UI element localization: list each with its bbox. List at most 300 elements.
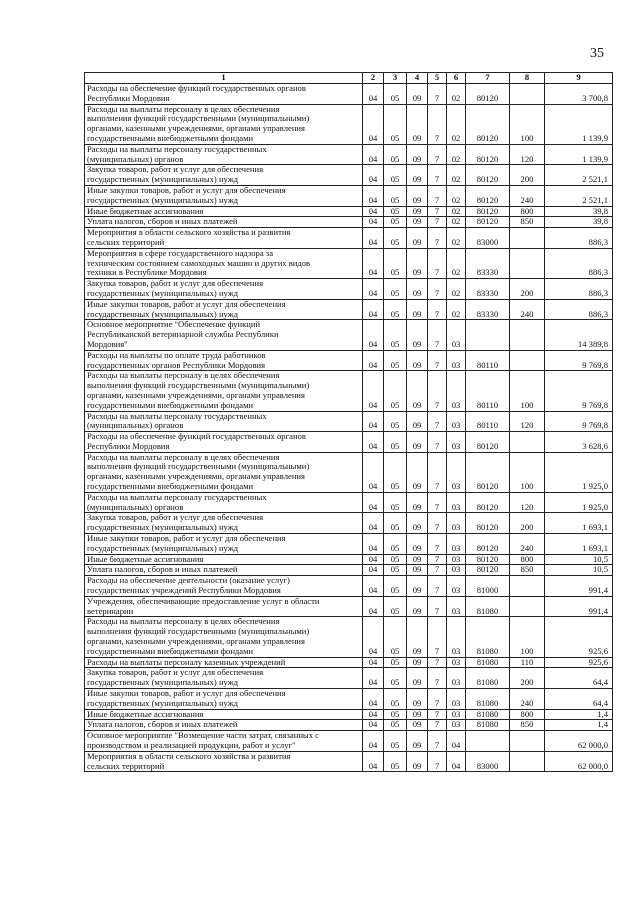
- code-cell: 03: [447, 576, 466, 597]
- code-cell: 05: [384, 144, 407, 165]
- code-cell: 03: [447, 432, 466, 453]
- code-cell: 850: [510, 565, 545, 576]
- amount-cell: 9 769,8: [545, 371, 613, 411]
- amount-cell: 62 000,0: [545, 731, 613, 752]
- code-cell: 7: [428, 217, 447, 228]
- code-cell: 80120: [466, 84, 510, 105]
- row-name-cell: Расходы на обеспечение функций государственных органов Республики Мордовия: [85, 84, 363, 105]
- code-cell: 200: [510, 279, 545, 300]
- row-name-cell: Уплата налогов, сборов и иных платежей: [85, 565, 363, 576]
- code-cell: 7: [428, 617, 447, 657]
- code-cell: 09: [407, 668, 428, 689]
- code-cell: 04: [363, 657, 384, 668]
- code-cell: 03: [447, 565, 466, 576]
- code-cell: 80120: [466, 565, 510, 576]
- code-cell: 09: [407, 657, 428, 668]
- code-cell: [510, 751, 545, 772]
- table-body: [85, 84, 613, 772]
- code-cell: 80120: [466, 104, 510, 144]
- code-cell: 09: [407, 299, 428, 320]
- code-cell: 850: [510, 720, 545, 731]
- code-cell: 04: [447, 731, 466, 752]
- code-cell: 83330: [466, 279, 510, 300]
- amount-cell: 925,6: [545, 617, 613, 657]
- code-cell: 05: [384, 657, 407, 668]
- amount-cell: 1,4: [545, 709, 613, 720]
- code-cell: 7: [428, 751, 447, 772]
- row-name-cell: Учреждения, обеспечивающие предоставление услуг в области ветеринарии: [85, 596, 363, 617]
- code-cell: 09: [407, 432, 428, 453]
- table-row: [85, 371, 613, 411]
- code-cell: 09: [407, 617, 428, 657]
- amount-cell: 2 521,1: [545, 165, 613, 186]
- row-name-cell: Основное мероприятие "Обеспечение функций Республиканской ветеринарной службы Республики Мордовия": [85, 320, 363, 350]
- code-cell: 05: [384, 689, 407, 710]
- amount-cell: 1 925,0: [545, 492, 613, 513]
- row-name-cell: Иные бюджетные ассигнования: [85, 206, 363, 217]
- amount-cell: 886,3: [545, 279, 613, 300]
- budget-table: [84, 72, 613, 772]
- code-cell: 04: [363, 217, 384, 228]
- code-cell: 80120: [466, 492, 510, 513]
- code-cell: 83000: [466, 751, 510, 772]
- code-cell: 81000: [466, 576, 510, 597]
- code-cell: 7: [428, 228, 447, 249]
- code-cell: 09: [407, 279, 428, 300]
- code-cell: 05: [384, 104, 407, 144]
- row-name-cell: Расходы на выплаты персоналу государственных (муниципальных) органов: [85, 144, 363, 165]
- row-name-cell: Расходы на выплаты персоналу в целях обеспечения выполнения функций государственными (муниципальными) органами, казенными учреждениями, органами управления государственными внебюджетными фондами: [85, 371, 363, 411]
- code-cell: 09: [407, 185, 428, 206]
- code-cell: 02: [447, 228, 466, 249]
- code-cell: 7: [428, 299, 447, 320]
- code-cell: 80120: [466, 185, 510, 206]
- table-row: [85, 279, 613, 300]
- code-cell: 81080: [466, 668, 510, 689]
- table-row: [85, 492, 613, 513]
- code-cell: 7: [428, 185, 447, 206]
- amount-cell: 39,8: [545, 217, 613, 228]
- code-cell: 09: [407, 228, 428, 249]
- row-name-cell: Иные закупки товаров, работ и услуг для обеспечения государственных (муниципальных) нужд: [85, 185, 363, 206]
- code-cell: 05: [384, 709, 407, 720]
- table-row: [85, 534, 613, 555]
- code-cell: [510, 576, 545, 597]
- row-name-cell: Закупка товаров, работ и услуг для обеспечения государственных (муниципальных) нужд: [85, 165, 363, 186]
- amount-cell: 9 769,8: [545, 350, 613, 371]
- code-cell: 7: [428, 668, 447, 689]
- code-cell: 05: [384, 206, 407, 217]
- code-cell: 7: [428, 350, 447, 371]
- code-cell: [510, 228, 545, 249]
- amount-cell: 1 139,9: [545, 144, 613, 165]
- code-cell: 80120: [466, 452, 510, 492]
- code-cell: 03: [447, 554, 466, 565]
- code-cell: 120: [510, 492, 545, 513]
- code-cell: 04: [363, 709, 384, 720]
- code-cell: 05: [384, 279, 407, 300]
- row-name-cell: Расходы на обеспечение функций государственных органов Республики Мордовия: [85, 432, 363, 453]
- row-name-cell: Уплата налогов, сборов и иных платежей: [85, 217, 363, 228]
- code-cell: 04: [363, 432, 384, 453]
- table-row: [85, 720, 613, 731]
- row-name-cell: Расходы на выплаты персоналу государственных (муниципальных) органов: [85, 492, 363, 513]
- code-cell: 09: [407, 104, 428, 144]
- code-cell: 02: [447, 217, 466, 228]
- code-cell: 80110: [466, 371, 510, 411]
- code-cell: 7: [428, 206, 447, 217]
- code-cell: 05: [384, 217, 407, 228]
- row-name-cell: Расходы на выплаты персоналу в целях обеспечения выполнения функций государственными (муниципальными) органами, казенными учреждениями, органами управления государственными внебюджетными фондами: [85, 452, 363, 492]
- code-cell: 7: [428, 371, 447, 411]
- table-row: [85, 689, 613, 710]
- code-cell: 09: [407, 751, 428, 772]
- code-cell: 200: [510, 165, 545, 186]
- code-cell: 80120: [466, 554, 510, 565]
- code-cell: 03: [447, 596, 466, 617]
- table-row: [85, 596, 613, 617]
- code-cell: 09: [407, 350, 428, 371]
- amount-cell: 1 139,9: [545, 104, 613, 144]
- code-cell: 800: [510, 206, 545, 217]
- table-row: [85, 751, 613, 772]
- row-name-cell: Расходы на выплаты персоналу в целях обеспечения выполнения функций государственными (муниципальными) органами, казенными учреждениями, органами управления государственными внебюджетными фондами: [85, 617, 363, 657]
- code-cell: 04: [363, 185, 384, 206]
- column-header-7: 7: [466, 73, 510, 84]
- code-cell: 81080: [466, 657, 510, 668]
- code-cell: 09: [407, 165, 428, 186]
- code-cell: 05: [384, 84, 407, 105]
- code-cell: 7: [428, 452, 447, 492]
- code-cell: 04: [363, 751, 384, 772]
- code-cell: 05: [384, 576, 407, 597]
- code-cell: 05: [384, 492, 407, 513]
- code-cell: 04: [363, 565, 384, 576]
- amount-cell: 886,3: [545, 299, 613, 320]
- amount-cell: 9 769,8: [545, 411, 613, 432]
- code-cell: 7: [428, 576, 447, 597]
- code-cell: 7: [428, 565, 447, 576]
- table-row: [85, 452, 613, 492]
- code-cell: 7: [428, 731, 447, 752]
- row-name-cell: Закупка товаров, работ и услуг для обеспечения государственных (муниципальных) нужд: [85, 279, 363, 300]
- amount-cell: 991,4: [545, 576, 613, 597]
- code-cell: 05: [384, 617, 407, 657]
- code-cell: [510, 596, 545, 617]
- code-cell: 09: [407, 217, 428, 228]
- code-cell: 100: [510, 371, 545, 411]
- amount-cell: 2 521,1: [545, 185, 613, 206]
- code-cell: 09: [407, 513, 428, 534]
- table-row: [85, 617, 613, 657]
- row-name-cell: Мероприятия в области сельского хозяйства и развития сельских территорий: [85, 228, 363, 249]
- code-cell: 81080: [466, 709, 510, 720]
- code-cell: 7: [428, 248, 447, 278]
- code-cell: 04: [363, 689, 384, 710]
- code-cell: 7: [428, 411, 447, 432]
- code-cell: 05: [384, 411, 407, 432]
- amount-cell: 886,3: [545, 228, 613, 249]
- code-cell: 100: [510, 452, 545, 492]
- amount-cell: 10,5: [545, 565, 613, 576]
- code-cell: 04: [447, 751, 466, 772]
- row-name-cell: Иные бюджетные ассигнования: [85, 554, 363, 565]
- code-cell: 04: [363, 371, 384, 411]
- code-cell: 03: [447, 617, 466, 657]
- code-cell: 04: [363, 668, 384, 689]
- code-cell: 04: [363, 144, 384, 165]
- column-header-5: 5: [428, 73, 447, 84]
- code-cell: 7: [428, 320, 447, 350]
- code-cell: [510, 248, 545, 278]
- row-name-cell: Иные закупки товаров, работ и услуг для обеспечения государственных (муниципальных) нужд: [85, 299, 363, 320]
- code-cell: 05: [384, 452, 407, 492]
- code-cell: 83000: [466, 228, 510, 249]
- code-cell: 81080: [466, 689, 510, 710]
- code-cell: 7: [428, 144, 447, 165]
- code-cell: 04: [363, 554, 384, 565]
- code-cell: 02: [447, 185, 466, 206]
- code-cell: 240: [510, 689, 545, 710]
- code-cell: 03: [447, 411, 466, 432]
- row-name-cell: Иные закупки товаров, работ и услуг для обеспечения государственных (муниципальных) нужд: [85, 534, 363, 555]
- code-cell: 05: [384, 596, 407, 617]
- code-cell: 80120: [466, 206, 510, 217]
- budget-table-container: [84, 72, 612, 772]
- code-cell: 09: [407, 534, 428, 555]
- code-cell: 240: [510, 534, 545, 555]
- code-cell: 80120: [466, 217, 510, 228]
- code-cell: 7: [428, 432, 447, 453]
- table-row: [85, 576, 613, 597]
- code-cell: 02: [447, 165, 466, 186]
- row-name-cell: Иные закупки товаров, работ и услуг для обеспечения государственных (муниципальных) нужд: [85, 689, 363, 710]
- column-header-2: 2: [363, 73, 384, 84]
- code-cell: 80120: [466, 513, 510, 534]
- code-cell: 80120: [466, 534, 510, 555]
- table-row: [85, 217, 613, 228]
- code-cell: [510, 731, 545, 752]
- code-cell: 09: [407, 248, 428, 278]
- code-cell: 7: [428, 279, 447, 300]
- code-cell: 05: [384, 731, 407, 752]
- code-cell: 80110: [466, 350, 510, 371]
- code-cell: 04: [363, 84, 384, 105]
- row-name-cell: Расходы на выплаты персоналу казенных учреждений: [85, 657, 363, 668]
- code-cell: 05: [384, 350, 407, 371]
- code-cell: 04: [363, 452, 384, 492]
- code-cell: [510, 84, 545, 105]
- amount-cell: 886,3: [545, 248, 613, 278]
- table-row: [85, 731, 613, 752]
- code-cell: 7: [428, 709, 447, 720]
- code-cell: 05: [384, 513, 407, 534]
- code-cell: 05: [384, 751, 407, 772]
- code-cell: 100: [510, 617, 545, 657]
- code-cell: 03: [447, 534, 466, 555]
- code-cell: 7: [428, 534, 447, 555]
- amount-cell: 1 693,1: [545, 534, 613, 555]
- row-name-cell: Уплата налогов, сборов и иных платежей: [85, 720, 363, 731]
- code-cell: 02: [447, 279, 466, 300]
- table-row: [85, 554, 613, 565]
- table-row: [85, 144, 613, 165]
- amount-cell: 10,5: [545, 554, 613, 565]
- code-cell: 7: [428, 657, 447, 668]
- code-cell: 100: [510, 104, 545, 144]
- table-row: [85, 299, 613, 320]
- code-cell: 04: [363, 411, 384, 432]
- code-cell: 7: [428, 84, 447, 105]
- code-cell: 05: [384, 320, 407, 350]
- table-row: [85, 84, 613, 105]
- table-row: [85, 104, 613, 144]
- code-cell: 7: [428, 104, 447, 144]
- column-header-9: 9: [545, 73, 613, 84]
- code-cell: 03: [447, 720, 466, 731]
- column-header-6: 6: [447, 73, 466, 84]
- row-name-cell: Закупка товаров, работ и услуг для обеспечения государственных (муниципальных) нужд: [85, 513, 363, 534]
- code-cell: 09: [407, 371, 428, 411]
- column-header-4: 4: [407, 73, 428, 84]
- code-cell: 04: [363, 299, 384, 320]
- code-cell: 03: [447, 492, 466, 513]
- code-cell: 03: [447, 452, 466, 492]
- code-cell: 120: [510, 144, 545, 165]
- amount-cell: 1 925,0: [545, 452, 613, 492]
- code-cell: 83330: [466, 248, 510, 278]
- code-cell: 7: [428, 720, 447, 731]
- code-cell: 04: [363, 617, 384, 657]
- code-cell: 05: [384, 165, 407, 186]
- code-cell: 7: [428, 492, 447, 513]
- code-cell: 03: [447, 350, 466, 371]
- amount-cell: 64,4: [545, 668, 613, 689]
- code-cell: [510, 350, 545, 371]
- amount-cell: 1 693,1: [545, 513, 613, 534]
- row-name-cell: Расходы на выплаты персоналу в целях обеспечения выполнения функций государственными (муниципальными) органами, казенными учреждениями, органами управления государственными внебюджетными фондами: [85, 104, 363, 144]
- code-cell: 04: [363, 492, 384, 513]
- code-cell: 05: [384, 228, 407, 249]
- code-cell: 05: [384, 299, 407, 320]
- column-header-3: 3: [384, 73, 407, 84]
- code-cell: 7: [428, 513, 447, 534]
- code-cell: 09: [407, 554, 428, 565]
- table-row: [85, 206, 613, 217]
- table-row: [85, 668, 613, 689]
- code-cell: [510, 432, 545, 453]
- code-cell: 240: [510, 299, 545, 320]
- code-cell: 05: [384, 248, 407, 278]
- code-cell: 02: [447, 299, 466, 320]
- code-cell: 09: [407, 565, 428, 576]
- table-row: [85, 565, 613, 576]
- code-cell: 04: [363, 720, 384, 731]
- table-row: [85, 185, 613, 206]
- code-cell: 7: [428, 165, 447, 186]
- code-cell: 04: [363, 534, 384, 555]
- code-cell: 04: [363, 513, 384, 534]
- code-cell: 02: [447, 144, 466, 165]
- row-name-cell: Мероприятия в сфере государственного надзора за техническим состоянием самоходных машин и других видов техники в Республике Мордовия: [85, 248, 363, 278]
- code-cell: 05: [384, 554, 407, 565]
- code-cell: 80120: [466, 165, 510, 186]
- amount-cell: 3 628,6: [545, 432, 613, 453]
- row-name-cell: Мероприятия в области сельского хозяйства и развития сельских территорий: [85, 751, 363, 772]
- code-cell: 03: [447, 709, 466, 720]
- code-cell: 7: [428, 596, 447, 617]
- code-cell: 03: [447, 320, 466, 350]
- amount-cell: 39,8: [545, 206, 613, 217]
- table-row: [85, 350, 613, 371]
- code-cell: 7: [428, 554, 447, 565]
- code-cell: 09: [407, 720, 428, 731]
- table-row: [85, 657, 613, 668]
- code-cell: 80120: [466, 432, 510, 453]
- code-cell: 09: [407, 492, 428, 513]
- table-header-row: [85, 73, 613, 84]
- code-cell: 02: [447, 248, 466, 278]
- table-row: [85, 320, 613, 350]
- code-cell: 800: [510, 554, 545, 565]
- row-name-cell: Иные бюджетные ассигнования: [85, 709, 363, 720]
- code-cell: 200: [510, 513, 545, 534]
- amount-cell: 64,4: [545, 689, 613, 710]
- code-cell: 05: [384, 432, 407, 453]
- code-cell: 800: [510, 709, 545, 720]
- row-name-cell: Расходы на обеспечение деятельности (оказание услуг) государственных учреждений Республики Мордовия: [85, 576, 363, 597]
- table-row: [85, 248, 613, 278]
- code-cell: 03: [447, 689, 466, 710]
- code-cell: 110: [510, 657, 545, 668]
- code-cell: 09: [407, 206, 428, 217]
- code-cell: 80110: [466, 411, 510, 432]
- code-cell: 09: [407, 689, 428, 710]
- amount-cell: 14 389,8: [545, 320, 613, 350]
- code-cell: 09: [407, 596, 428, 617]
- code-cell: 7: [428, 689, 447, 710]
- column-header-1: 1: [85, 73, 363, 84]
- amount-cell: 1,4: [545, 720, 613, 731]
- code-cell: 03: [447, 668, 466, 689]
- code-cell: 240: [510, 185, 545, 206]
- amount-cell: 3 700,8: [545, 84, 613, 105]
- code-cell: 04: [363, 596, 384, 617]
- page-number: 35: [590, 46, 604, 61]
- code-cell: 02: [447, 84, 466, 105]
- amount-cell: 991,4: [545, 596, 613, 617]
- table-row: [85, 513, 613, 534]
- code-cell: 04: [363, 228, 384, 249]
- code-cell: 05: [384, 565, 407, 576]
- code-cell: 03: [447, 371, 466, 411]
- code-cell: 05: [384, 534, 407, 555]
- code-cell: 09: [407, 452, 428, 492]
- code-cell: 09: [407, 320, 428, 350]
- code-cell: 09: [407, 411, 428, 432]
- table-row: [85, 432, 613, 453]
- code-cell: 81080: [466, 617, 510, 657]
- code-cell: 80120: [466, 144, 510, 165]
- code-cell: [510, 320, 545, 350]
- code-cell: 05: [384, 371, 407, 411]
- code-cell: 09: [407, 84, 428, 105]
- table-row: [85, 709, 613, 720]
- code-cell: 04: [363, 104, 384, 144]
- amount-cell: 62 000,0: [545, 751, 613, 772]
- code-cell: 09: [407, 709, 428, 720]
- table-row: [85, 165, 613, 186]
